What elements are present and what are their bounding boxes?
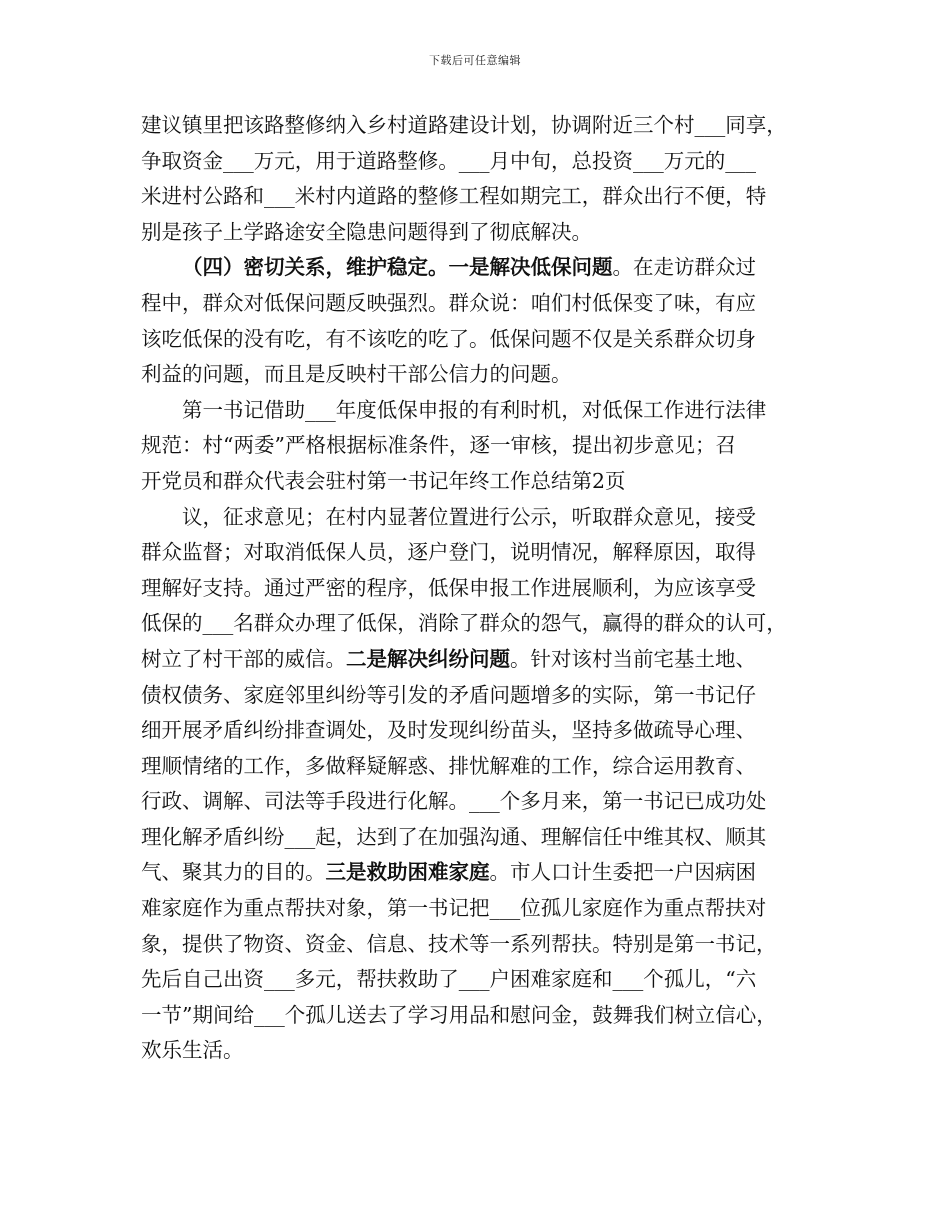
text-line: 程中，群众对低保问题反映强烈。群众说：咱们村低保变了味，有应 xyxy=(141,290,756,315)
text-line xyxy=(141,855,831,891)
text-line: 低保的___名群众办理了低保，消除了群众的怨气，赢得的群众的认可， xyxy=(141,611,787,636)
text-line: 建议镇里把该路整修纳入乡村道路建设计划，协调附近三个村___同享， xyxy=(141,113,787,137)
text-line xyxy=(141,642,831,678)
text-line: 细开展矛盾纠纷排查调处，及时发现纠纷苗头，坚持多做疏导心理、 xyxy=(141,718,756,743)
bold-heading-text: 二是解决纠纷问题 xyxy=(346,646,510,671)
text-line: 行政、调解、司法等手段进行化解。___个多月来，第一书记已成功处 xyxy=(141,789,767,814)
text-line: 该吃低保的没有吃，有不该吃的吃了。低保问题不仅是关系群众切身 xyxy=(141,326,756,351)
text-line: 象，提供了物资、资金、信息、技术等一系列帮扶。特别是第一书记， xyxy=(141,931,777,956)
bold-heading-text: 一是解决低保问题 xyxy=(448,255,613,280)
text-line: 理化解矛盾纠纷___起，达到了在加强沟通、理解信任中维其权、顺其 xyxy=(141,824,767,849)
text-line: 先后自己出资___多元，帮扶救助了___户困难家庭和___个孤儿，“六 xyxy=(141,967,757,992)
text-line: 议，征求意见；在村内显著位置进行公示，听取群众意见，接受 xyxy=(182,504,756,529)
text-line: 理顺情绪的工作，多做释疑解惑、排忧解难的工作，综合运用教育、 xyxy=(141,753,756,778)
text-line: 债权债务、家庭邻里纠纷等引发的矛盾问题增多的实际，第一书记仔 xyxy=(141,682,756,707)
text-line xyxy=(141,250,831,286)
text-line: 欢乐生活。 xyxy=(141,1038,244,1063)
text-segment: 气、聚其力的目的。 xyxy=(141,860,326,885)
text-line: 一节”期间给___个孤儿送去了学习用品和慰问金，鼓舞我们树立信心， xyxy=(141,1002,777,1027)
text-line: 第一书记借助___年度低保申报的有利时机，对低保工作进行法律 xyxy=(182,397,767,422)
text-segment: 。市人口计生委把一户因病困 xyxy=(489,860,756,885)
text-line: 利益的问题，而且是反映村干部公信力的问题。 xyxy=(141,362,572,387)
text-segment: 。在走访群众过 xyxy=(612,255,756,280)
bold-heading-text: （四）密切关系，维护稳定。 xyxy=(182,255,449,280)
text-line: 群众监督；对取消低保人员，逐户登门，说明情况，解释原因，取得 xyxy=(141,540,756,565)
text-line: 难家庭作为重点帮扶对象，第一书记把___位孤儿家庭作为重点帮扶对 xyxy=(141,896,767,921)
text-segment: 树立了村干部的威信。 xyxy=(141,646,346,671)
text-line: 别是孩子上学路途安全隐患问题得到了彻底解决。 xyxy=(141,219,592,244)
bold-heading-text: 三是救助困难家庭 xyxy=(325,860,490,885)
text-line: 理解好支持。通过严密的程序，低保申报工作进展顺利，为应该享受 xyxy=(141,575,756,600)
text-line: 规范：村“两委”严格根据标准条件，逐一审核，提出初步意见；召 xyxy=(141,433,736,458)
document-body xyxy=(141,108,831,1069)
text-line: 争取资金___万元，用于道路整修。___月中旬，总投资___万元的___ xyxy=(141,148,756,173)
text-line: 开党员和群众代表会驻村第一书记年终工作总结第2页 xyxy=(141,468,626,493)
text-line: 米进村公路和___米村内道路的整修工程如期完工，群众出行不便，特 xyxy=(141,184,767,209)
page-header: 下载后可任意编辑 xyxy=(429,54,521,67)
text-segment: 。针对该村当前宅基土地、 xyxy=(510,646,756,671)
